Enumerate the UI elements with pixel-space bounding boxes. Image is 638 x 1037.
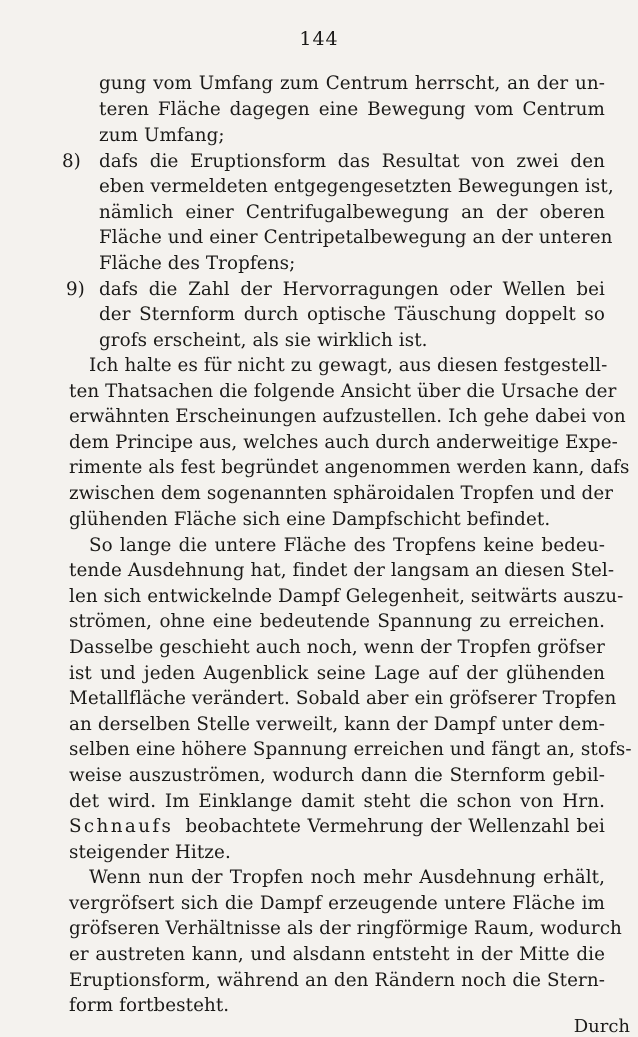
text-line: gung vom Umfang zum Centrum herrscht, an der un- <box>99 73 605 94</box>
text-line: form fortbesteht. <box>69 995 230 1016</box>
text-line: beobachtete Vermehrung der Wellenzahl bei <box>185 816 605 837</box>
text-line: teren Fläche dagegen eine Bewegung vom Centrum <box>99 99 605 120</box>
item-number-8: 8) <box>62 151 81 172</box>
text-line: zwischen dem sogenannten sphäroidalen Tropfen und der <box>69 483 614 504</box>
text-line: len sich entwickelnde Dampf Gelegenheit, seitwärts auszu- <box>69 586 624 607</box>
text-line: tende Ausdehnung hat, findet der langsam an diesen Stel- <box>69 560 615 581</box>
item-number-9: 9) <box>66 279 85 300</box>
text-line: det wird. Im Einklange damit steht die schon von Hrn. <box>69 791 605 812</box>
text-line: Ich halte es für nicht zu gewagt, aus diesen festgestell- <box>89 355 608 376</box>
text-line: strömen, ohne eine bedeutende Spannung zu erreichen. <box>69 611 605 632</box>
page-number: 144 <box>299 28 339 50</box>
text-line: Fläche und einer Centripetalbewegung an der unteren <box>99 227 613 248</box>
text-line: nämlich einer Centrifugalbewegung an der oberen <box>99 202 605 223</box>
text-line: der Sternform durch optische Täuschung doppelt so <box>99 304 605 325</box>
text-line-with-name <box>69 816 605 837</box>
text-line: dafs die Eruptionsform das Resultat von zwei den <box>99 151 605 172</box>
catchword: Durch <box>573 1016 630 1037</box>
text-line: zum Umfang; <box>99 125 225 146</box>
text-line: Metallfläche verändert. Sobald aber ein gröfserer Tropfen <box>69 688 617 709</box>
text-line: gröfseren Verhältnisse als der ringförmige Raum, wodurch <box>69 918 622 939</box>
text-line: vergröfsert sich die Dampf erzeugende untere Fläche im <box>69 893 605 914</box>
text-line: an derselben Stelle verweilt, kann der Dampf unter dem- <box>69 714 605 735</box>
text-line: Eruptionsform, während an den Rändern noch die Stern- <box>69 970 605 991</box>
spaced-author-name: Schnaufs <box>69 816 174 837</box>
text-line: glühenden Fläche sich eine Dampfschicht befindet. <box>69 509 551 530</box>
text-line: Dasselbe geschieht auch noch, wenn der Tropfen gröfser <box>69 637 606 658</box>
text-line: dem Principe aus, welches auch durch anderweitige Expe- <box>69 432 618 453</box>
text-line: ist und jeden Augenblick seine Lage auf der glühenden <box>69 663 605 684</box>
text-line: grofs erscheint, als sie wirklich ist. <box>99 330 428 351</box>
text-line: Fläche des Tropfens; <box>99 253 296 274</box>
text-line: eben vermeldeten entgegengesetzten Bewegungen ist, <box>99 176 614 197</box>
text-line: So lange die untere Fläche des Tropfens keine bedeu- <box>89 535 605 556</box>
text-line: er austreten kann, und alsdann entsteht in der Mitte die <box>69 944 605 965</box>
text-line: rimente als fest begründet angenommen werden kann, dafs <box>69 457 630 478</box>
text-line: erwähnten Erscheinungen aufzustellen. Ich gehe dabei von <box>69 406 626 427</box>
text-line: steigender Hitze. <box>69 842 231 863</box>
text-line: ten Thatsachen die folgende Ansicht über die Ursache der <box>69 381 617 402</box>
text-line: dafs die Zahl der Hervorragungen oder Wellen bei <box>99 279 605 300</box>
text-line: weise auszuströmen, wodurch dann die Sternform gebil- <box>69 765 605 786</box>
text-line: selben eine höhere Spannung erreichen und fängt an, stofs- <box>69 739 632 760</box>
text-line: Wenn nun der Tropfen noch mehr Ausdehnung erhält, <box>89 867 605 888</box>
